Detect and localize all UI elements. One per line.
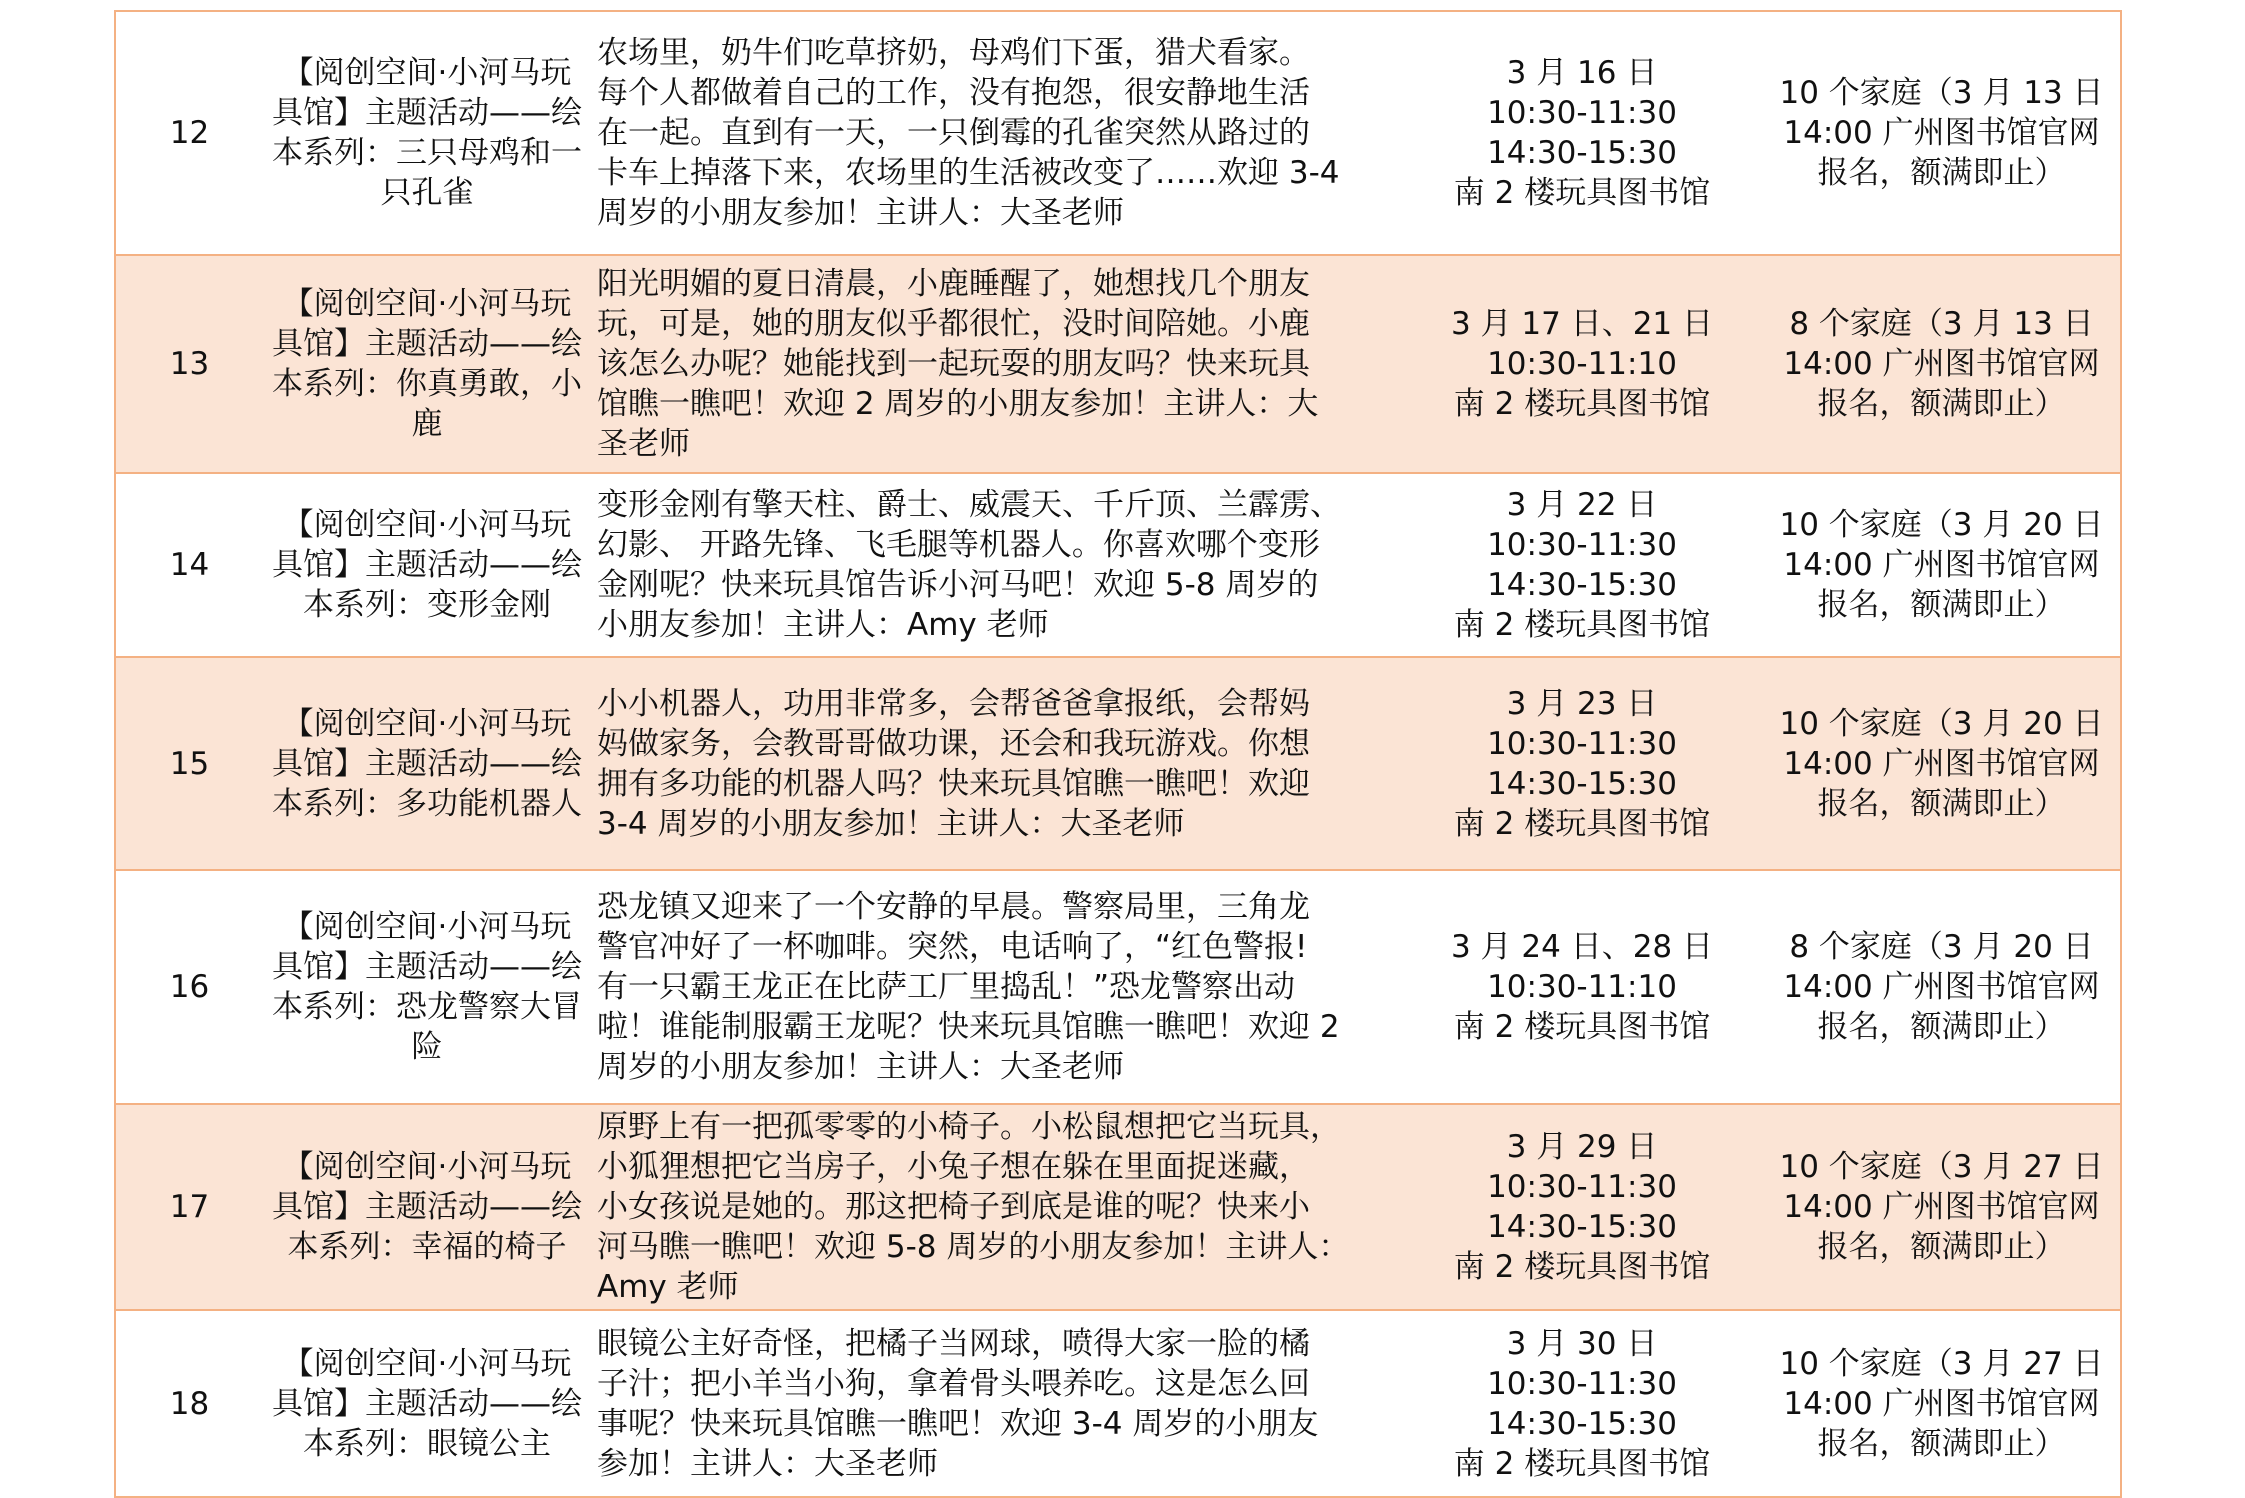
- event-time-location-line: 3 月 17 日、21 日: [1450, 306, 1714, 342]
- event-registration-cell: [1763, 1310, 2121, 1497]
- event-description-cell: [591, 1310, 1401, 1497]
- event-title-line: 鹿: [411, 406, 443, 442]
- event-registration-line: 报名，额满即止）: [1817, 1229, 2066, 1265]
- event-title-line: 本系列：多功能机器人: [272, 785, 582, 822]
- event-description-cell: [591, 657, 1401, 870]
- event-description-line: 事呢？快来玩具馆瞧一瞧吧！欢迎 3-4 周岁的小朋友: [597, 1405, 1319, 1442]
- event-time-location-line: 3 月 23 日: [1506, 685, 1658, 722]
- event-title-cell: [263, 473, 591, 657]
- event-number: 13: [169, 346, 210, 382]
- table-row: [115, 657, 2121, 870]
- event-title-line: 具馆】主题活动——绘: [272, 1189, 582, 1225]
- event-description-line: 阳光明媚的夏日清晨，小鹿睡醒了，她想找几个朋友: [597, 266, 1310, 302]
- event-registration-line: 8 个家庭（3 月 13 日: [1789, 306, 2094, 342]
- event-registration-line: 10 个家庭（3 月 20 日: [1779, 507, 2104, 543]
- event-number-cell: [115, 11, 263, 255]
- event-time-location-cell: [1401, 11, 1763, 255]
- event-number: 16: [169, 969, 210, 1005]
- event-time-location-line: 南 2 楼玩具图书馆: [1453, 175, 1711, 211]
- event-registration-cell: [1763, 1104, 2121, 1310]
- event-description-line: 3-4 周岁的小朋友参加！主讲人：大圣老师: [597, 805, 1185, 842]
- event-description-line: 原野上有一把孤零零的小椅子。小松鼠想把它当玩具，: [597, 1109, 1341, 1145]
- event-number: 17: [169, 1189, 210, 1225]
- event-description-line: 在一起。直到有一天，一只倒霉的孔雀突然从路过的: [597, 115, 1310, 151]
- event-description-line: 小小机器人，功用非常多，会帮爸爸拿报纸，会帮妈: [597, 685, 1310, 722]
- event-registration-cell: [1763, 473, 2121, 657]
- event-title-line: 【阅创空间·小河马玩: [282, 1149, 572, 1185]
- event-registration-line: 10 个家庭（3 月 27 日: [1779, 1149, 2104, 1185]
- event-time-location-line: 3 月 24 日、28 日: [1450, 929, 1714, 965]
- event-time-location-line: 14:30-15:30: [1487, 135, 1677, 171]
- event-time-location-line: 3 月 30 日: [1506, 1325, 1658, 1362]
- event-number-cell: [115, 870, 263, 1104]
- event-title-line: 本系列：眼镜公主: [303, 1425, 551, 1462]
- event-time-location-line: 14:30-15:30: [1487, 765, 1677, 802]
- event-time-location-line: 14:30-15:30: [1487, 567, 1677, 603]
- table-row: [115, 11, 2121, 255]
- event-time-location-line: 3 月 22 日: [1506, 487, 1658, 523]
- event-description-line: 圣老师: [597, 426, 690, 462]
- event-description-line: 眼镜公主好奇怪，把橘子当网球，喷得大家一脸的橘: [597, 1325, 1310, 1362]
- event-registration-cell: [1763, 657, 2121, 870]
- event-registration-cell: [1763, 870, 2121, 1104]
- event-time-location-line: 南 2 楼玩具图书馆: [1453, 805, 1711, 842]
- event-title-line: 具馆】主题活动——绘: [272, 1385, 582, 1422]
- event-title-cell: [263, 657, 591, 870]
- event-description-line: 馆瞧一瞧吧！欢迎 2 周岁的小朋友参加！主讲人：大: [597, 386, 1319, 422]
- event-description-line: 参加！主讲人：大圣老师: [597, 1445, 938, 1482]
- event-registration-line: 14:00 广州图书馆官网: [1783, 115, 2100, 151]
- event-time-location-line: 3 月 29 日: [1506, 1129, 1658, 1165]
- event-time-location-line: 10:30-11:10: [1487, 346, 1677, 382]
- event-number: 14: [169, 547, 210, 583]
- event-time-location-line: 南 2 楼玩具图书馆: [1453, 1009, 1711, 1045]
- event-registration-line: 14:00 广州图书馆官网: [1783, 346, 2100, 382]
- event-registration-line: 14:00 广州图书馆官网: [1783, 969, 2100, 1005]
- event-time-location-line: 14:30-15:30: [1487, 1209, 1677, 1245]
- event-description-line: 玩，可是，她的朋友似乎都很忙，没时间陪她。小鹿: [597, 306, 1310, 342]
- event-time-location-cell: [1401, 870, 1763, 1104]
- event-registration-line: 10 个家庭（3 月 27 日: [1779, 1345, 2104, 1382]
- event-title-line: 具馆】主题活动——绘: [272, 949, 582, 985]
- event-title-cell: [263, 255, 591, 473]
- event-title-line: 本系列：幸福的椅子: [287, 1229, 567, 1265]
- table-row: [115, 870, 2121, 1104]
- event-description-cell: [591, 473, 1401, 657]
- event-time-location-line: 3 月 16 日: [1506, 55, 1658, 91]
- event-time-location-line: 10:30-11:30: [1487, 527, 1677, 563]
- event-time-location-line: 南 2 楼玩具图书馆: [1453, 1445, 1711, 1482]
- event-title-line: 具馆】主题活动——绘: [272, 745, 582, 782]
- table-row: [115, 255, 2121, 473]
- event-title-line: 具馆】主题活动——绘: [272, 326, 582, 362]
- event-title-line: 本系列：你真勇敢，小: [272, 366, 582, 402]
- event-time-location-line: 10:30-11:30: [1487, 95, 1677, 131]
- event-description-line: 子汁；把小羊当小狗，拿着骨头喂养吃。这是怎么回: [597, 1365, 1310, 1402]
- event-description-cell: [591, 1104, 1401, 1310]
- event-number-cell: [115, 1310, 263, 1497]
- event-title-line: 本系列：变形金刚: [303, 587, 551, 623]
- event-title-line: 具馆】主题活动——绘: [272, 95, 582, 131]
- event-description-line: 拥有多功能的机器人吗？快来玩具馆瞧一瞧吧！欢迎: [597, 765, 1310, 802]
- event-description-cell: [591, 870, 1401, 1104]
- event-description-line: 周岁的小朋友参加！主讲人：大圣老师: [597, 1049, 1124, 1085]
- event-time-location-line: 14:30-15:30: [1487, 1405, 1677, 1442]
- event-title-line: 【阅创空间·小河马玩: [282, 1345, 572, 1382]
- event-registration-line: 报名，额满即止）: [1817, 1425, 2066, 1462]
- event-title-line: 【阅创空间·小河马玩: [282, 286, 572, 322]
- event-number: 18: [169, 1385, 210, 1422]
- event-description-line: 该怎么办呢？她能找到一起玩耍的朋友吗？快来玩具: [597, 346, 1310, 382]
- event-registration-line: 14:00 广州图书馆官网: [1783, 1189, 2100, 1225]
- event-time-location-line: 10:30-11:30: [1487, 1169, 1677, 1205]
- event-description-line: 有一只霸王龙正在比萨工厂里捣乱！”恐龙警察出动: [597, 969, 1296, 1005]
- table-row: [115, 473, 2121, 657]
- event-title-line: 本系列：三只母鸡和一: [272, 135, 582, 171]
- event-description-line: 幻影、 开路先锋、飞毛腿等机器人。你喜欢哪个变形: [597, 527, 1320, 563]
- event-title-line: 险: [411, 1029, 443, 1065]
- event-number-cell: [115, 255, 263, 473]
- event-description-line: 周岁的小朋友参加！主讲人：大圣老师: [597, 195, 1124, 231]
- event-registration-line: 报名，额满即止）: [1817, 785, 2066, 822]
- event-description-line: 小女孩说是她的。那这把椅子到底是谁的呢？快来小: [597, 1189, 1310, 1225]
- event-title-line: 【阅创空间·小河马玩: [282, 705, 572, 742]
- event-description-line: 啦！谁能制服霸王龙呢？快来玩具馆瞧一瞧吧！欢迎 2: [597, 1009, 1340, 1045]
- event-time-location-cell: [1401, 1104, 1763, 1310]
- event-schedule-table: [114, 10, 2122, 1498]
- event-description-cell: [591, 255, 1401, 473]
- event-description-line: 河马瞧一瞧吧！欢迎 5-8 周岁的小朋友参加！主讲人：: [597, 1229, 1350, 1265]
- event-registration-line: 14:00 广州图书馆官网: [1783, 1385, 2100, 1422]
- event-title-line: 【阅创空间·小河马玩: [282, 55, 572, 91]
- event-registration-line: 14:00 广州图书馆官网: [1783, 547, 2100, 583]
- event-time-location-cell: [1401, 1310, 1763, 1497]
- table-row: [115, 1104, 2121, 1310]
- event-registration-line: 8 个家庭（3 月 20 日: [1789, 929, 2094, 965]
- event-registration-line: 10 个家庭（3 月 20 日: [1779, 705, 2104, 742]
- table-row: [115, 1310, 2121, 1497]
- event-title-cell: [263, 1310, 591, 1497]
- event-title-line: 具馆】主题活动——绘: [272, 547, 582, 583]
- event-time-location-line: 10:30-11:30: [1487, 1365, 1677, 1402]
- event-time-location-line: 南 2 楼玩具图书馆: [1453, 607, 1711, 643]
- event-description-line: Amy 老师: [597, 1269, 739, 1305]
- event-description-line: 警官冲好了一杯咖啡。突然，电话响了，“红色警报!: [597, 929, 1308, 965]
- event-registration-cell: [1763, 255, 2121, 473]
- event-description-line: 小朋友参加！主讲人：Amy 老师: [597, 607, 1049, 643]
- event-number: 12: [169, 115, 210, 151]
- event-registration-line: 14:00 广州图书馆官网: [1783, 745, 2100, 782]
- event-description-cell: [591, 11, 1401, 255]
- event-registration-line: 报名，额满即止）: [1817, 386, 2066, 422]
- event-time-location-cell: [1401, 255, 1763, 473]
- event-description-line: 农场里，奶牛们吃草挤奶，母鸡们下蛋，猎犬看家。: [597, 35, 1310, 71]
- event-schedule-body: [115, 11, 2121, 1497]
- event-time-location-cell: [1401, 473, 1763, 657]
- event-description-line: 妈做家务，会教哥哥做功课，还会和我玩游戏。你想: [597, 725, 1310, 762]
- event-description-line: 恐龙镇又迎来了一个安静的早晨。警察局里，三角龙: [597, 889, 1310, 925]
- event-registration-cell: [1763, 11, 2121, 255]
- event-time-location-cell: [1401, 657, 1763, 870]
- event-description-line: 卡车上掉落下来，农场里的生活被改变了……欢迎 3-4: [597, 155, 1340, 191]
- event-registration-line: 报名，额满即止）: [1817, 1009, 2066, 1045]
- event-time-location-line: 南 2 楼玩具图书馆: [1453, 386, 1711, 422]
- event-registration-line: 报名，额满即止）: [1817, 155, 2066, 191]
- event-title-line: 【阅创空间·小河马玩: [282, 909, 572, 945]
- event-description-line: 变形金刚有擎天柱、爵士、威震天、千斤顶、兰霹雳、: [597, 487, 1341, 523]
- event-number-cell: [115, 1104, 263, 1310]
- event-number-cell: [115, 657, 263, 870]
- event-title-line: 【阅创空间·小河马玩: [282, 507, 572, 543]
- event-registration-line: 10 个家庭（3 月 13 日: [1779, 75, 2104, 111]
- event-title-cell: [263, 11, 591, 255]
- event-title-line: 只孔雀: [380, 175, 474, 211]
- event-number: 15: [169, 745, 210, 782]
- event-title-cell: [263, 870, 591, 1104]
- event-description-line: 每个人都做着自己的工作，没有抱怨，很安静地生活: [597, 75, 1310, 111]
- event-title-line: 本系列：恐龙警察大冒: [272, 989, 582, 1025]
- event-time-location-line: 10:30-11:30: [1487, 725, 1677, 762]
- event-number-cell: [115, 473, 263, 657]
- event-description-line: 小狐狸想把它当房子，小兔子想在躲在里面捉迷藏，: [597, 1149, 1310, 1185]
- event-time-location-line: 南 2 楼玩具图书馆: [1453, 1249, 1711, 1285]
- event-registration-line: 报名，额满即止）: [1817, 587, 2066, 623]
- event-title-cell: [263, 1104, 591, 1310]
- event-time-location-line: 10:30-11:10: [1487, 969, 1677, 1005]
- event-description-line: 金刚呢？快来玩具馆告诉小河马吧！欢迎 5-8 周岁的: [597, 567, 1319, 603]
